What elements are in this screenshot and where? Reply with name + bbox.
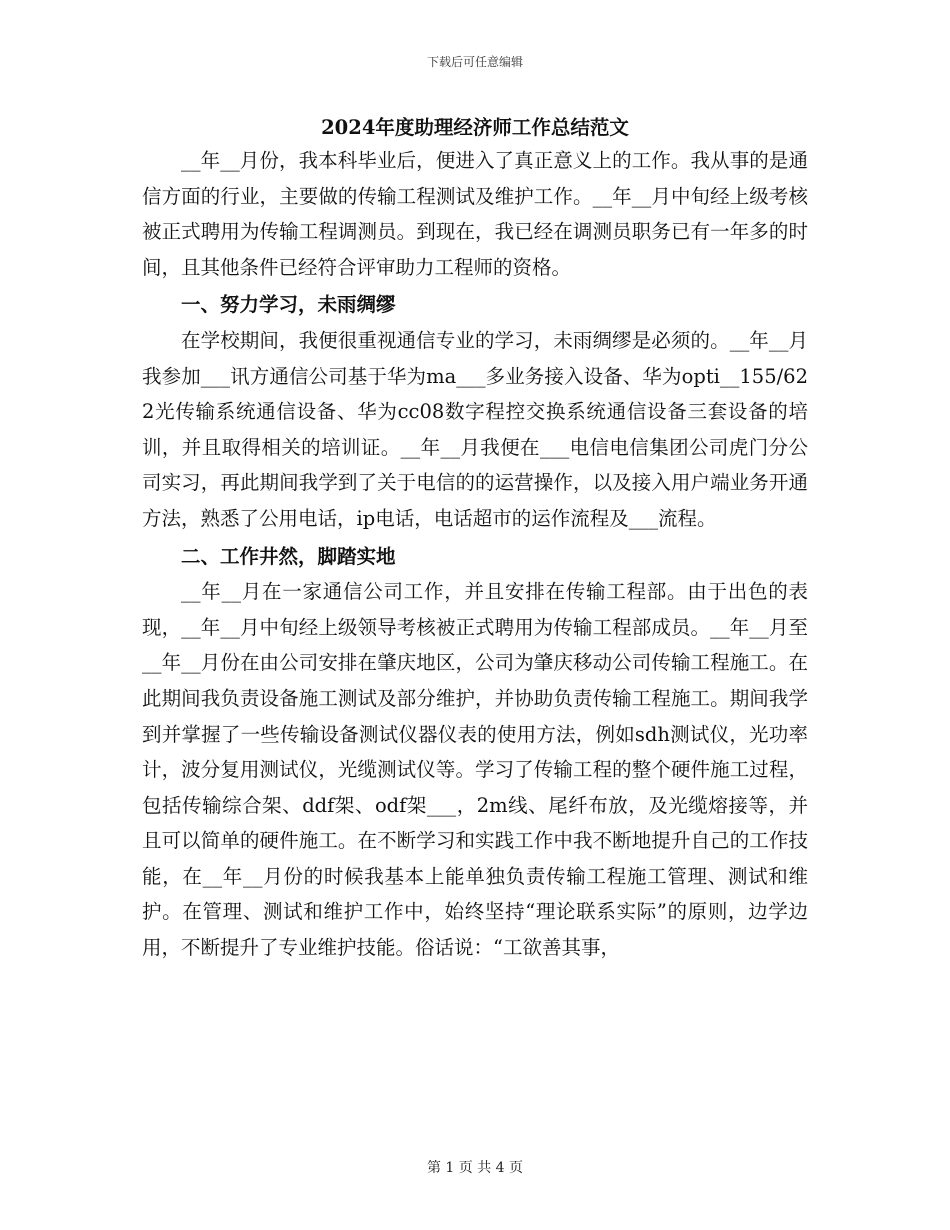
document-title: 2024年度助理经济师工作总结范文 (321, 116, 629, 139)
header-note: 下载后可任意编辑 (426, 55, 523, 69)
section-paragraph-2: __年__月在一家通信公司工作，并且安排在传输工程部。由于出色的表现，__年__月中旬经上级领导考核被正式聘用为传输工程部成员。__年__月至__年__月份在由公司安排在肇庆地区，公司为肇庆移动公司传输工程施工。在此期间我负责设备施工测试及部分维护，并协助负责传输工程施工。期间我学到并掌握了一些传输设备测试仪器仪表的使用方法，例如sdh测试仪，光功率计，波分复用测试仪，光缆测试仪等。学习了传输工程的整个硬件施工过程，包括传输综合架、ddf架、odf架___，2m线、尾纤布放，及光缆熔接等，并且可以简单的硬件施工。在不断学习和实践工作中我不断地提升自己的工作技能，在__年__月份的时候我基本上能单独负责传输工程施工管理、测试和维护。在管理、测试和维护工作中，始终坚持“理论联系实际”的原则，边学边用，不断提升了专业维护技能。俗话说：“工欲善其事， (142, 580, 808, 960)
section-paragraph-1: 在学校期间，我便很重视通信专业的学习，未雨绸缪是必须的。__年__月我参加___讯方通信公司基于华为ma___多业务接入设备、华为opti__155/622光传输系统通信设备、华为cc08数字程控交换系统通信设备三套设备的培训，并且取得相关的培训证。__年__月我便在___电信电信集团公司虎门分公司实习，再此期间我学到了关于电信的的运营操作，以及接入用户端业务开通方法，熟悉了公用电话，ip电话，电话超市的运作流程及___流程。 (142, 328, 808, 530)
document-body (142, 113, 808, 966)
page-footer: 第 1 页 共 4 页 (426, 1160, 524, 1176)
intro-paragraph: __年__月份，我本科毕业后，便进入了真正意义上的工作。我从事的是通信方面的行业，主要做的传输工程测试及维护工作。__年__月中旬经上级考核被正式聘用为传输工程调测员。到现在，我已经在调测员职务已有一年多的时间，且其他条件已经符合评审助力工程师的资格。 (142, 149, 808, 279)
section-heading-1: 一、努力学习，未雨绸缪 (181, 293, 396, 317)
section-heading-2: 二、工作井然，脚踏实地 (181, 544, 396, 568)
